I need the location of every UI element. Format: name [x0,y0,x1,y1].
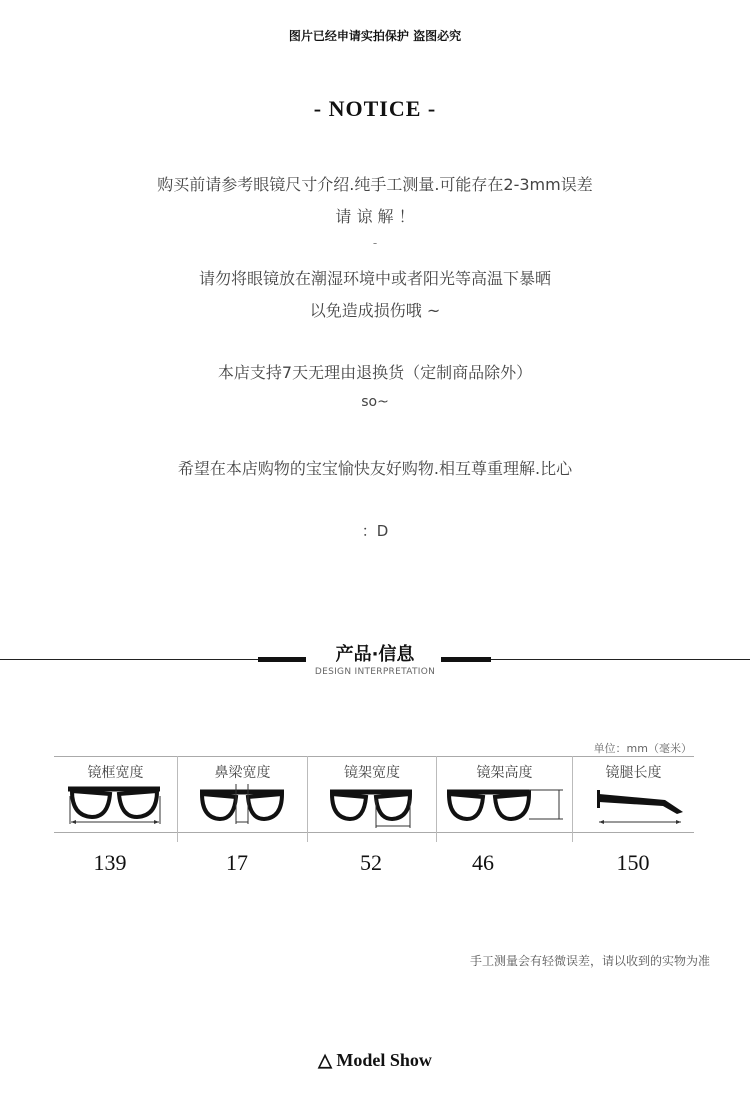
notice-line-wishes: 希望在本店购物的宝宝愉快友好购物.相互尊重理解.比心 [177,459,573,478]
product-info-title: 产品·信息 [335,644,415,665]
spec-value-temple-length: 150 [616,850,650,875]
spec-temple-length [573,756,694,842]
spec-label: 镜架宽度 [344,765,400,781]
model-show-title: △ Model Show [318,1050,432,1070]
spec-label: 镜框宽度 [87,765,144,781]
spec-value-lens-height: 46 [472,850,494,875]
spec-lens-width [308,756,436,842]
notice-line-apology: 请 谅 解 ！ [335,207,415,226]
product-info-subtitle: DESIGN INTERPRETATION [314,667,436,677]
bridge-width-icon [178,756,307,842]
unit-label: 单位：mm（毫米） [593,742,692,755]
measurement-note: 手工测量会有轻微误差，请以收到的实物为准 [469,954,710,968]
notice-line-storage: 请勿将眼镜放在潮湿环境中或者阳光等高温下暴晒 [198,269,551,288]
notice-line-dash: - [372,236,378,250]
spec-label: 镜架高度 [476,765,533,781]
frame-width-icon [54,756,177,842]
notice-line-so: so~ [361,394,389,410]
notice-title: - NOTICE - [313,96,437,121]
copyright-notice: 图片已经申请实拍保护 盗图必究 [288,29,462,43]
notice-line-smile: ：D [361,522,389,540]
notice-line-measurement: 购买前请参考眼镜尺寸介绍.纯手工测量.可能存在2-3mm误差 [157,175,593,194]
notice-line-return-policy: 本店支持7天无理由退换货（定制商品除外） [217,363,533,382]
spec-label: 鼻梁宽度 [214,765,271,781]
spec-value-lens-width: 52 [360,850,382,875]
lens-width-icon [308,756,436,842]
spec-value-bridge-width: 17 [226,850,248,875]
spec-bridge-width [178,756,307,842]
temple-length-icon [573,756,694,842]
spec-table [54,756,694,842]
spec-lens-height [437,756,572,842]
spec-frame-width [54,756,177,842]
spec-label: 镜腿长度 [605,765,662,781]
notice-line-damage: 以免造成损伤哦 ~ [309,301,441,320]
spec-value-frame-width: 139 [93,850,127,875]
lens-height-icon [437,756,572,842]
